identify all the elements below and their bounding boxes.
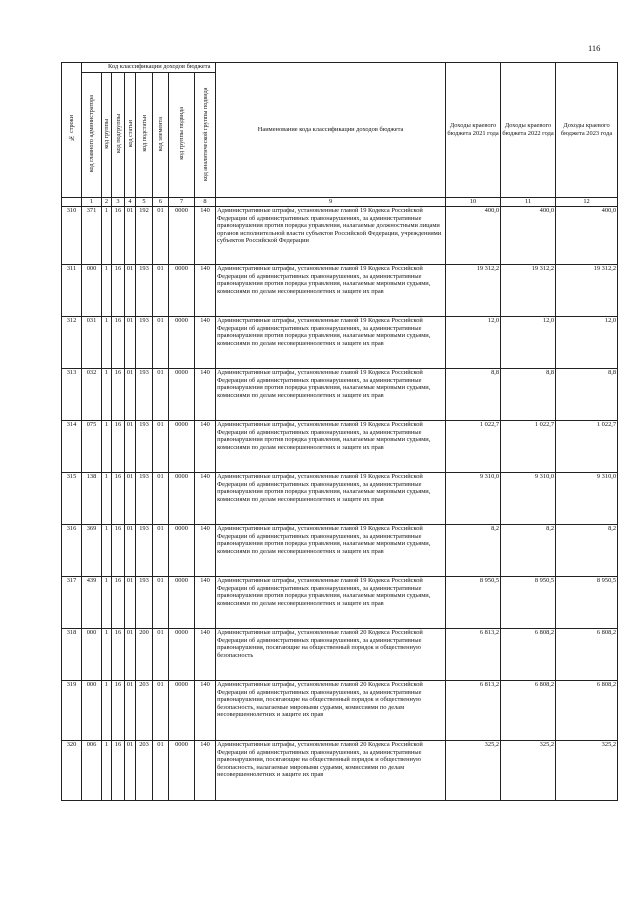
header-2021: Доходы краевого бюджета 2021 года	[446, 63, 501, 198]
column-number: 6	[153, 198, 169, 207]
article-code: 01	[125, 577, 136, 629]
subgroup-code: 16	[112, 473, 125, 525]
row-number: 314	[62, 421, 82, 473]
admin-code: 000	[82, 681, 102, 741]
revenue-2022: 6 808,2	[501, 681, 556, 741]
subgroup-code: 16	[112, 265, 125, 317]
article-code: 01	[125, 525, 136, 577]
table-row	[62, 421, 618, 473]
element-code: 01	[153, 525, 169, 577]
admin-code: 032	[82, 369, 102, 421]
item-name: Административные штрафы, установленные главой 20 Кодекса Российской Федерации об административных правонарушениях, за административные правонарушения, посягающие на общественный порядок и общественную безопасность, налагаемые мировыми судьями, комиссиями по делам несовершеннолетних и защите их прав	[216, 681, 446, 741]
admin-code: 075	[82, 421, 102, 473]
column-number: 2	[102, 198, 112, 207]
row-number: 318	[62, 629, 82, 681]
column-number: 4	[125, 198, 136, 207]
substatia-code: 193	[136, 577, 153, 629]
revenue-2021: 8,2	[446, 525, 501, 577]
budget-revenue-table	[61, 62, 618, 801]
subtype-group-code: 0000	[169, 577, 195, 629]
revenue-2023: 12,0	[556, 317, 618, 369]
admin-code: 000	[82, 265, 102, 317]
article-code: 01	[125, 473, 136, 525]
group-code: 1	[102, 577, 112, 629]
article-code: 01	[125, 681, 136, 741]
header-code-column: код подгруппы	[112, 73, 125, 198]
header-code-column: код статьи	[125, 73, 136, 198]
header-name: Наименование кода классификации доходов бюджета	[216, 63, 446, 198]
revenue-2021: 19 312,2	[446, 265, 501, 317]
subtype-group-code: 0000	[169, 741, 195, 801]
admin-code: 006	[82, 741, 102, 801]
analytic-group-code: 140	[195, 265, 216, 317]
revenue-2023: 325,2	[556, 741, 618, 801]
analytic-group-code: 140	[195, 741, 216, 801]
article-code: 01	[125, 741, 136, 801]
revenue-2022: 325,2	[501, 741, 556, 801]
article-code: 01	[125, 629, 136, 681]
table-row	[62, 629, 618, 681]
row-number: 320	[62, 741, 82, 801]
header-2022: Доходы краевого бюджета 2022 года	[501, 63, 556, 198]
revenue-2023: 6 808,2	[556, 681, 618, 741]
element-code: 01	[153, 265, 169, 317]
element-code: 01	[153, 317, 169, 369]
revenue-2022: 19 312,2	[501, 265, 556, 317]
revenue-2022: 1 022,7	[501, 421, 556, 473]
article-code: 01	[125, 207, 136, 265]
item-name: Административные штрафы, установленные главой 19 Кодекса Российской Федерации об административных правонарушениях, за административные правонарушения против порядка управления, налагаемые мировыми судьями, комиссиями по делам несовершеннолетних и защите их прав	[216, 473, 446, 525]
row-number: 311	[62, 265, 82, 317]
subtype-group-code: 0000	[169, 525, 195, 577]
page-number: 116	[588, 43, 601, 53]
revenue-2021: 9 310,0	[446, 473, 501, 525]
item-name: Административные штрафы, установленные главой 19 Кодекса Российской Федерации об административных правонарушениях, за административные правонарушения против порядка управления, налагаемые мировыми судьями, комиссиями по делам несовершеннолетних и защите их прав	[216, 525, 446, 577]
substatia-code: 193	[136, 473, 153, 525]
element-code: 01	[153, 577, 169, 629]
admin-code: 369	[82, 525, 102, 577]
group-code: 1	[102, 629, 112, 681]
revenue-2021: 6 813,2	[446, 681, 501, 741]
article-code: 01	[125, 421, 136, 473]
column-number: 3	[112, 198, 125, 207]
revenue-2022: 12,0	[501, 317, 556, 369]
revenue-2023: 400,0	[556, 207, 618, 265]
article-code: 01	[125, 317, 136, 369]
row-number: 315	[62, 473, 82, 525]
revenue-2022: 6 808,2	[501, 629, 556, 681]
group-code: 1	[102, 473, 112, 525]
revenue-2021: 8 950,5	[446, 577, 501, 629]
header-row-number: № строки	[62, 63, 82, 198]
revenue-2023: 6 808,2	[556, 629, 618, 681]
row-number: 319	[62, 681, 82, 741]
revenue-2023: 9 310,0	[556, 473, 618, 525]
article-code: 01	[125, 369, 136, 421]
item-name: Административные штрафы, установленные главой 19 Кодекса Российской Федерации об административных правонарушениях, за административные правонарушения против порядка управления, налагаемые мировыми судьями, комиссиями по делам несовершеннолетних и защите их прав	[216, 265, 446, 317]
table-row	[62, 317, 618, 369]
subgroup-code: 16	[112, 207, 125, 265]
subgroup-code: 16	[112, 525, 125, 577]
item-name: Административные штрафы, установленные главой 20 Кодекса Российской Федерации об административных правонарушениях, за административные правонарушения, посягающие на общественный порядок и общественную безопасность, налагаемые мировыми судьями, комиссиями по делам несовершеннолетних и защите их прав	[216, 741, 446, 801]
column-number-blank	[62, 198, 82, 207]
group-code: 1	[102, 421, 112, 473]
table-row	[62, 681, 618, 741]
header-code-column: код группы	[102, 73, 112, 198]
header-classification-group: Код классификации доходов бюджета	[82, 63, 216, 73]
revenue-2023: 1 022,7	[556, 421, 618, 473]
element-code: 01	[153, 369, 169, 421]
row-number: 316	[62, 525, 82, 577]
revenue-2022: 8 950,5	[501, 577, 556, 629]
revenue-2023: 8,8	[556, 369, 618, 421]
header-code-column: код элемента	[153, 73, 169, 198]
table-row	[62, 265, 618, 317]
substatia-code: 193	[136, 421, 153, 473]
table-body	[62, 198, 618, 801]
subtype-group-code: 0000	[169, 629, 195, 681]
element-code: 01	[153, 421, 169, 473]
group-code: 1	[102, 369, 112, 421]
item-name: Административные штрафы, установленные главой 19 Кодекса Российской Федерации об административных правонарушениях, за административные правонарушения против порядка управления, налагаемые мировыми судьями, комиссиями по делам несовершеннолетних и защите их прав	[216, 317, 446, 369]
table-row	[62, 741, 618, 801]
column-number: 10	[446, 198, 501, 207]
substatia-code: 203	[136, 681, 153, 741]
analytic-group-code: 140	[195, 473, 216, 525]
analytic-group-code: 140	[195, 577, 216, 629]
subgroup-code: 16	[112, 317, 125, 369]
admin-code: 138	[82, 473, 102, 525]
article-code: 01	[125, 265, 136, 317]
element-code: 01	[153, 681, 169, 741]
element-code: 01	[153, 207, 169, 265]
column-number-row	[62, 198, 618, 207]
row-number: 310	[62, 207, 82, 265]
revenue-2021: 6 813,2	[446, 629, 501, 681]
revenue-2022: 8,8	[501, 369, 556, 421]
group-code: 1	[102, 265, 112, 317]
header-code-column: код группы подвида	[169, 73, 195, 198]
revenue-2021: 325,2	[446, 741, 501, 801]
revenue-2021: 8,8	[446, 369, 501, 421]
subtype-group-code: 0000	[169, 207, 195, 265]
revenue-2023: 19 312,2	[556, 265, 618, 317]
column-number: 7	[169, 198, 195, 207]
row-number: 317	[62, 577, 82, 629]
table-row	[62, 577, 618, 629]
element-code: 01	[153, 629, 169, 681]
item-name: Административные штрафы, установленные главой 19 Кодекса Российской Федерации об административных правонарушениях, за административные правонарушения против порядка управления, налагаемые мировыми судьями, комиссиями по делам несовершеннолетних и защите их прав	[216, 369, 446, 421]
item-name: Административные штрафы, установленные главой 20 Кодекса Российской Федерации об административных правонарушениях, за административные правонарушения, посягающие на общественный порядок и общественную безопасность	[216, 629, 446, 681]
analytic-group-code: 140	[195, 317, 216, 369]
row-number: 313	[62, 369, 82, 421]
column-number: 9	[216, 198, 446, 207]
subgroup-code: 16	[112, 681, 125, 741]
substatia-code: 193	[136, 317, 153, 369]
group-code: 1	[102, 741, 112, 801]
substatia-code: 203	[136, 741, 153, 801]
revenue-2022: 8,2	[501, 525, 556, 577]
subtype-group-code: 0000	[169, 317, 195, 369]
analytic-group-code: 140	[195, 525, 216, 577]
admin-code: 000	[82, 629, 102, 681]
table-row	[62, 369, 618, 421]
item-name: Административные штрафы, установленные главой 19 Кодекса Российской Федерации об административных правонарушениях, за административные правонарушения против порядка управления, налагаемые мировыми судьями, комиссиями по делам несовершеннолетних и защите их прав	[216, 577, 446, 629]
column-number: 1	[82, 198, 102, 207]
header-code-column: код аналитической группы подвида	[195, 73, 216, 198]
row-number: 312	[62, 317, 82, 369]
substatia-code: 193	[136, 265, 153, 317]
header-code-column: код главного администратора	[82, 73, 102, 198]
revenue-2021: 400,0	[446, 207, 501, 265]
revenue-2021: 1 022,7	[446, 421, 501, 473]
analytic-group-code: 140	[195, 629, 216, 681]
header-code-column: код подстатьи	[136, 73, 153, 198]
subgroup-code: 16	[112, 577, 125, 629]
subtype-group-code: 0000	[169, 681, 195, 741]
element-code: 01	[153, 741, 169, 801]
header-2023: Доходы краевого бюджета 2023 года	[556, 63, 618, 198]
table-row	[62, 207, 618, 265]
analytic-group-code: 140	[195, 369, 216, 421]
item-name: Административные штрафы, установленные главой 19 Кодекса Российской Федерации об административных правонарушениях, за административные правонарушения против порядка управления, налагаемые должностными лицами органов исполнительной власти субъектов Российской Федерации, учреждениями субъектов Российской Федерации	[216, 207, 446, 265]
column-number: 12	[556, 198, 618, 207]
analytic-group-code: 140	[195, 207, 216, 265]
column-number: 5	[136, 198, 153, 207]
subgroup-code: 16	[112, 741, 125, 801]
element-code: 01	[153, 473, 169, 525]
revenue-2022: 400,0	[501, 207, 556, 265]
group-code: 1	[102, 525, 112, 577]
revenue-2023: 8 950,5	[556, 577, 618, 629]
subtype-group-code: 0000	[169, 265, 195, 317]
subtype-group-code: 0000	[169, 473, 195, 525]
analytic-group-code: 140	[195, 421, 216, 473]
table-row	[62, 473, 618, 525]
item-name: Административные штрафы, установленные главой 19 Кодекса Российской Федерации об административных правонарушениях, за административные правонарушения против порядка управления, налагаемые мировыми судьями, комиссиями по делам несовершеннолетних и защите их прав	[216, 421, 446, 473]
subgroup-code: 16	[112, 369, 125, 421]
subgroup-code: 16	[112, 421, 125, 473]
revenue-2023: 8,2	[556, 525, 618, 577]
analytic-group-code: 140	[195, 681, 216, 741]
table-row	[62, 525, 618, 577]
subtype-group-code: 0000	[169, 421, 195, 473]
substatia-code: 193	[136, 525, 153, 577]
revenue-2021: 12,0	[446, 317, 501, 369]
substatia-code: 193	[136, 369, 153, 421]
subtype-group-code: 0000	[169, 369, 195, 421]
group-code: 1	[102, 207, 112, 265]
group-code: 1	[102, 681, 112, 741]
admin-code: 439	[82, 577, 102, 629]
substatia-code: 200	[136, 629, 153, 681]
substatia-code: 192	[136, 207, 153, 265]
group-code: 1	[102, 317, 112, 369]
admin-code: 031	[82, 317, 102, 369]
revenue-2022: 9 310,0	[501, 473, 556, 525]
admin-code: 371	[82, 207, 102, 265]
column-number: 8	[195, 198, 216, 207]
column-number: 11	[501, 198, 556, 207]
subgroup-code: 16	[112, 629, 125, 681]
